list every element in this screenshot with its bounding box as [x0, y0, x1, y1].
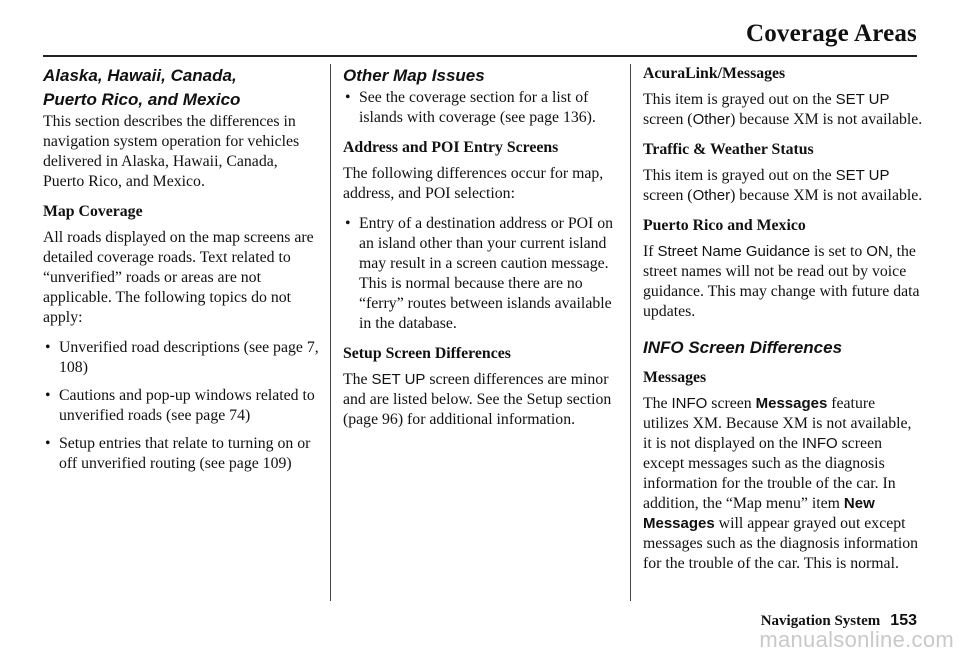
- page-number: 153: [890, 612, 917, 629]
- info-screen-heading: INFO Screen Differences: [643, 338, 843, 357]
- footer-label: Navigation System: [760, 613, 881, 629]
- address-poi-paragraph: The following differences occur for map, address, and POI selection:: [343, 165, 604, 202]
- list-item: • Entry of a destination address or POI on an island other than your current island may result in a screen caution message. This is normal because there are no “ferry” routes between islands available in the database.: [343, 214, 618, 334]
- map-coverage-heading: Map Coverage: [43, 203, 143, 220]
- traffic-weather-paragraph: This item is grayed out on the SET UP screen (Other) because XM is not available.: [643, 167, 923, 204]
- messages-heading: Messages: [643, 369, 707, 386]
- acuralink-heading: AcuraLink/Messages: [643, 65, 786, 82]
- heading-line-1: Alaska, Hawaii, Canada,: [43, 66, 237, 85]
- setup-term: SET UP: [371, 371, 426, 388]
- setup-differences-paragraph: The SET UP screen differences are minor and are listed below. See the Setup section (page 96) for additional information.: [343, 371, 612, 428]
- acuralink-paragraph: This item is grayed out on the SET UP screen (Other) because XM is not available.: [643, 91, 923, 128]
- column-divider-2: [630, 64, 631, 601]
- address-poi-heading: Address and POI Entry Screens: [343, 139, 559, 156]
- list-item: • Setup entries that relate to turning on or off unverified routing (see page 109): [43, 434, 320, 474]
- setup-differences-heading: Setup Screen Differences: [343, 345, 511, 362]
- intro-paragraph: This section describes the differences in navigation system operation for vehicles delivered in Alaska, Hawaii, Canada, Puerto Rico, and Mexico.: [43, 113, 300, 190]
- list-item: • Cautions and pop-up windows related to unverified roads (see page 74): [43, 386, 320, 426]
- puerto-rico-mexico-heading: Puerto Rico and Mexico: [643, 217, 806, 234]
- island-entry-list: [343, 214, 618, 334]
- column-3: [643, 64, 923, 584]
- unverified-topics-list: [43, 338, 320, 474]
- traffic-weather-heading: Traffic & Weather Status: [643, 141, 814, 158]
- header-rule: [43, 55, 917, 57]
- column-divider-1: [330, 64, 331, 601]
- column-2: [343, 64, 618, 440]
- other-map-issues-heading: Other Map Issues: [343, 66, 485, 85]
- list-item: • Unverified road descriptions (see page 7, 108): [43, 338, 320, 378]
- page-title: Coverage Areas: [745, 20, 917, 47]
- map-coverage-paragraph: All roads displayed on the map screens are detailed coverage roads. Text related to “unverified” roads or areas are not applicable. The following topics do not apply:: [43, 229, 314, 326]
- coverage-list: [343, 88, 618, 128]
- puerto-rico-mexico-paragraph: If Street Name Guidance is set to ON, the street names will not be read out by voice guidance. This may change with future data updates.: [643, 243, 920, 320]
- watermark: manualsonline.com: [759, 627, 954, 652]
- column-1: [43, 64, 320, 484]
- list-item: • See the coverage section for a list of islands with coverage (see page 136).: [343, 88, 618, 128]
- messages-paragraph: The INFO screen Messages feature utilizes XM. Because XM is not available, it is not displayed on the INFO screen except messages such as the diagnosis information for the trouble of the car. In addition, the “Map menu” item New Messages will appear grayed out except messages such as the diagnosis information for the trouble of the car. This is normal.: [643, 395, 919, 572]
- section-heading-alaska: [43, 64, 320, 112]
- heading-line-2: Puerto Rico, and Mexico: [43, 90, 241, 109]
